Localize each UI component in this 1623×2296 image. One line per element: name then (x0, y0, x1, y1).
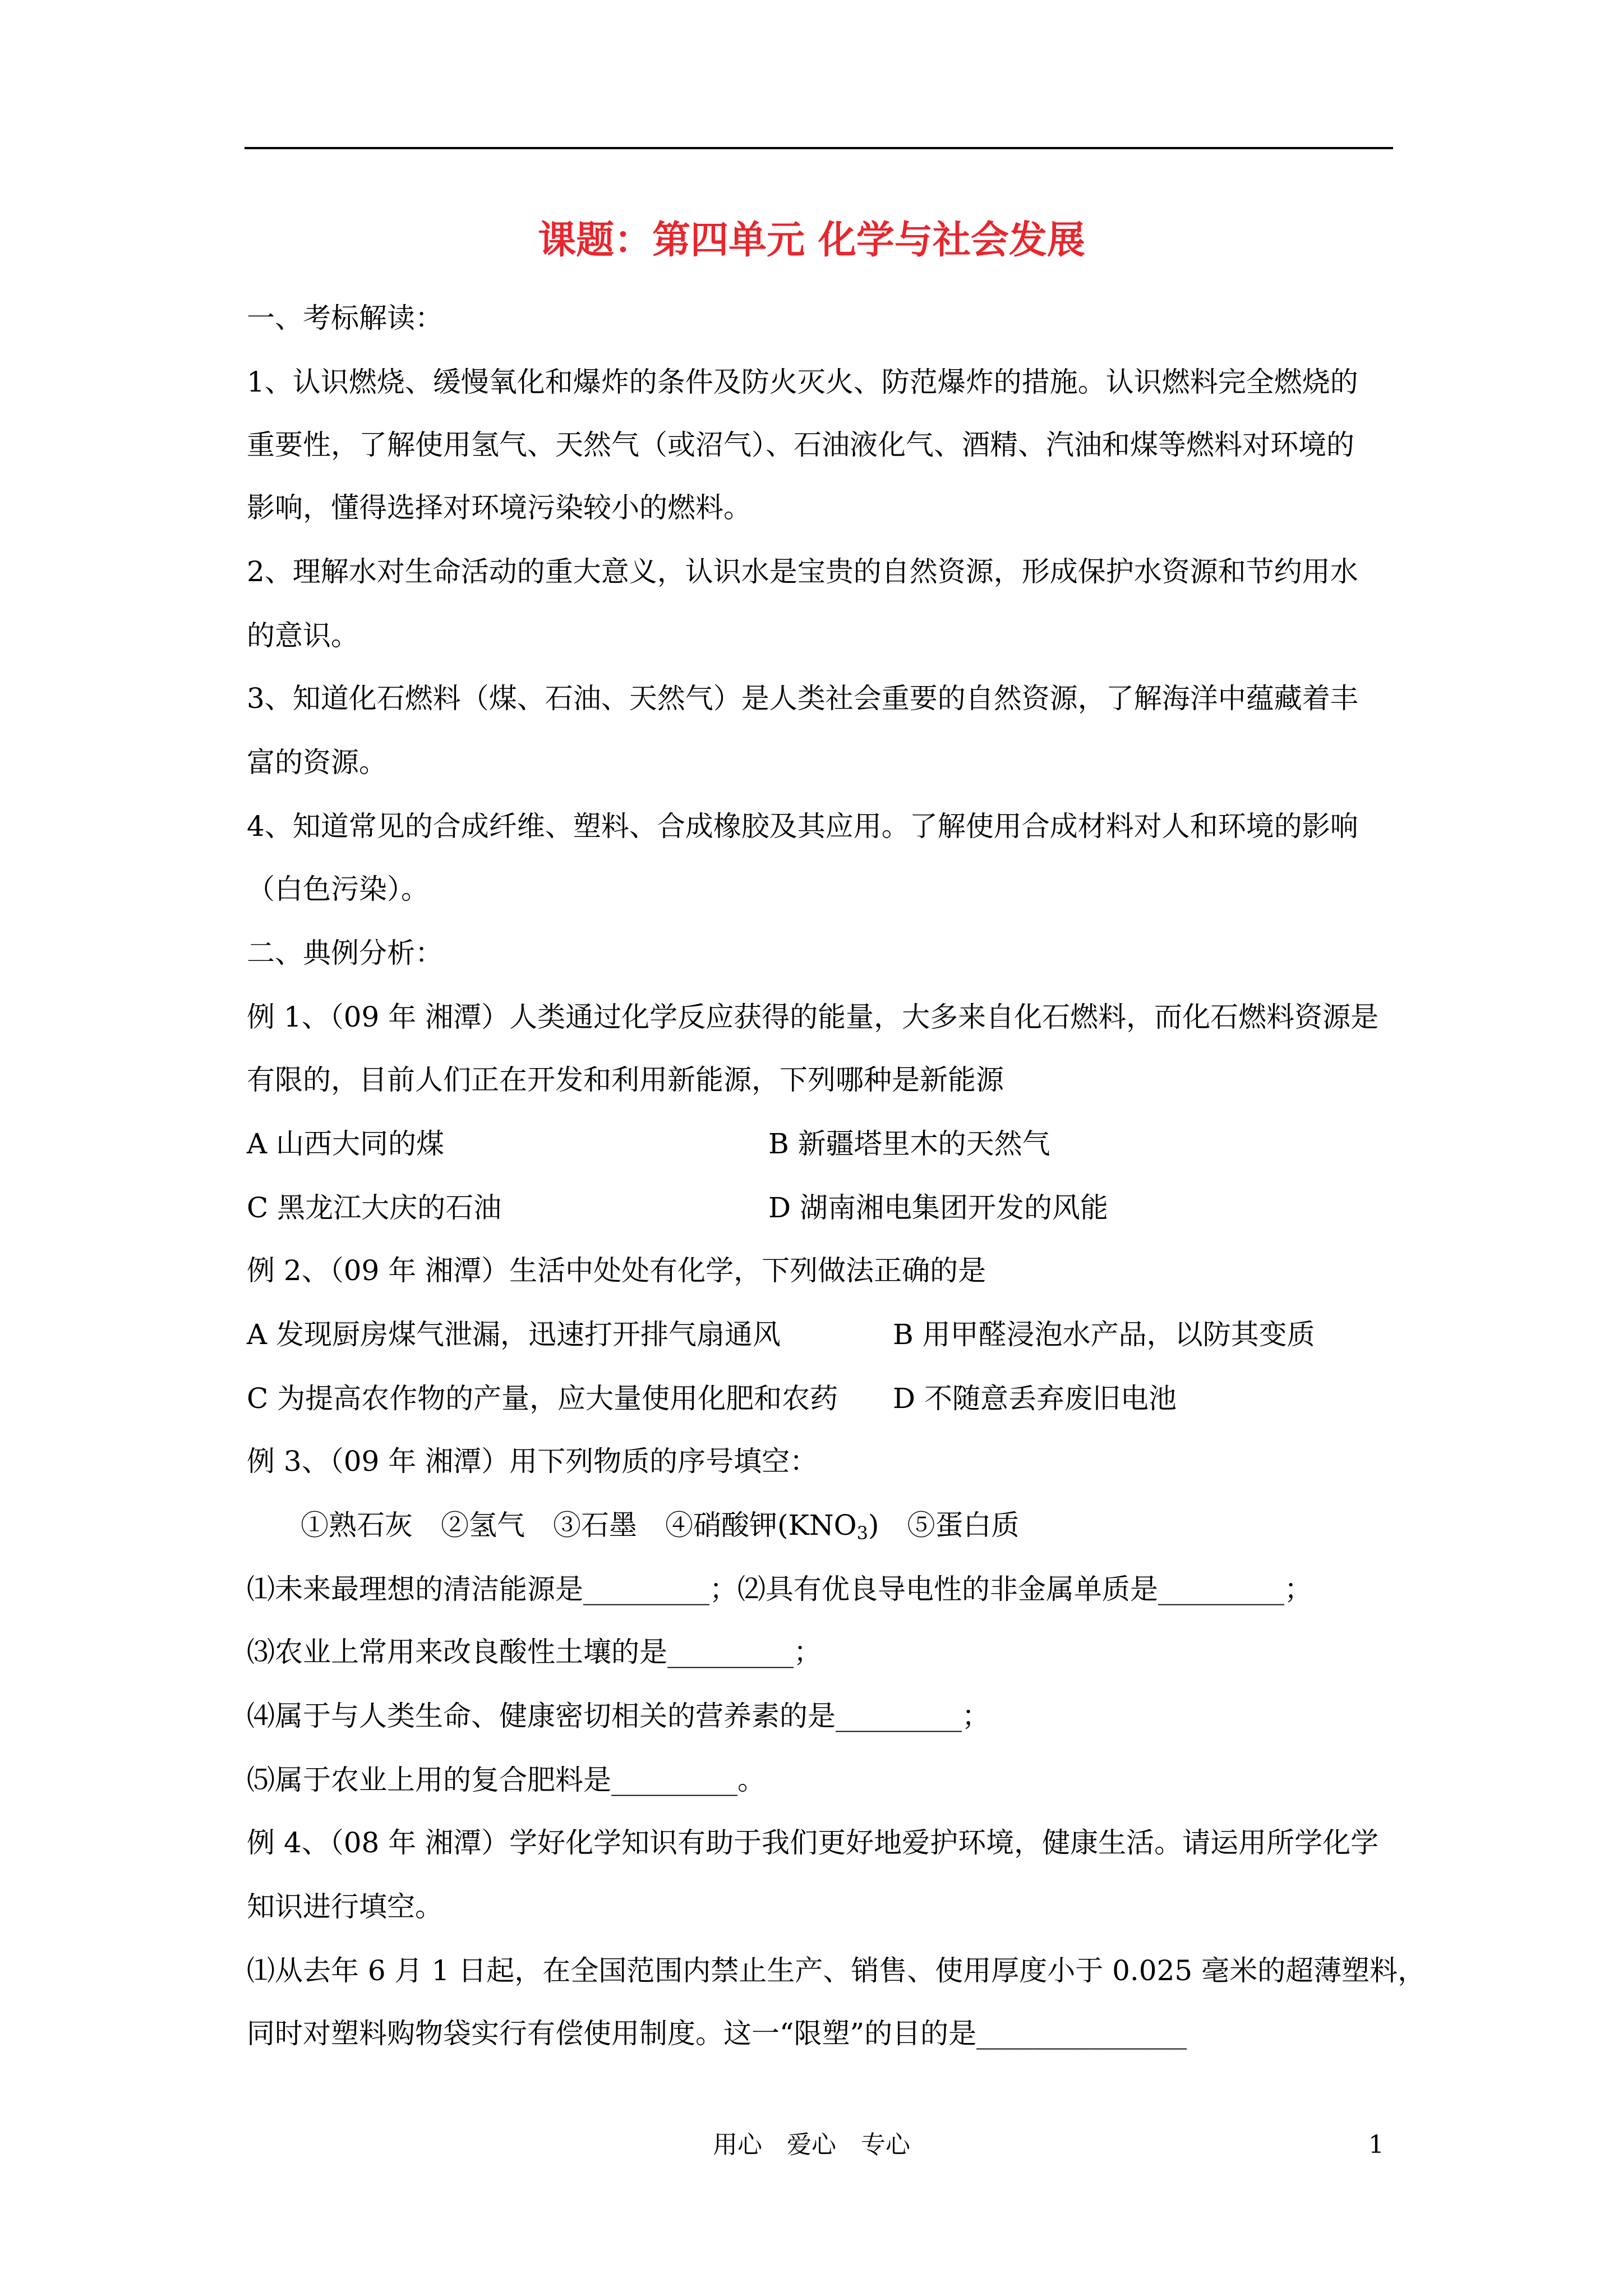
example-2-option-a: A 发现厨房煤气泄漏，迅速打开排气扇通风 (247, 1318, 781, 1351)
formula-subscript: 3 (856, 1522, 868, 1544)
example-3-question-4: ⑷属于与人类生命、健康密切相关的营养素的是_________； (247, 1700, 990, 1732)
standard-3-line-1: 3、知道化石燃料（煤、石油、天然气）是人类社会重要的自然资源，了解海洋中蕴藏着丰 (247, 682, 1358, 715)
substance-list-tail: ) ⑤蛋白质 (868, 1509, 1020, 1542)
substance-list-text: ①熟石灰 ②氢气 ③石墨 ④硝酸钾(KNO (301, 1509, 857, 1542)
example-2-option-d: D 不随意丢弃废旧电池 (893, 1382, 1177, 1415)
standard-4-line-1: 4、知道常见的合成纤维、塑料、合成橡胶及其应用。了解使用合成材料对人和环境的影响 (247, 810, 1358, 843)
example-3-question-5: ⑸属于农业上用的复合肥料是_________。 (247, 1764, 766, 1796)
example-1-stem-line-1: 例 1、（09 年 湘潭）人类通过化学反应获得的能量，大多来自化石燃料，而化石燃料资源是 (247, 1001, 1379, 1033)
standard-1-line-2: 重要性，了解使用氢气、天然气（或沼气）、石油液化气、酒精、汽油和煤等燃料对环境的 (247, 429, 1354, 461)
example-4-question-1-line-2: 同时对塑料购物袋实行有偿使用制度。这一“限塑”的目的是_______________ (247, 2017, 1187, 2050)
header-rule (245, 147, 1393, 149)
example-4-stem-line-1: 例 4、（08 年 湘潭）学好化学知识有助于我们更好地爱护环境，健康生活。请运用所学化学 (247, 1826, 1379, 1859)
example-3-substance-list (301, 1506, 1019, 1545)
example-1-option-c: C 黑龙江大庆的石油 (247, 1191, 502, 1224)
footer-motto: 用心 爱心 专心 (713, 2131, 910, 2159)
standard-2-line-2: 的意识。 (247, 619, 359, 652)
page-title: 课题：第四单元 化学与社会发展 (538, 218, 1085, 263)
standard-2-line-1: 2、理解水对生命活动的重大意义，认识水是宝贵的自然资源，形成保护水资源和节约用水 (247, 555, 1358, 588)
example-2-option-b: B 用甲醛浸泡水产品，以防其变质 (893, 1318, 1315, 1351)
example-1-option-a: A 山西大同的煤 (247, 1128, 445, 1160)
example-1-option-d: D 湖南湘电集团开发的风能 (768, 1191, 1108, 1224)
standard-1-line-1: 1、认识燃烧、缓慢氧化和爆炸的条件及防火灭火、防范爆炸的措施。认识燃料完全燃烧的 (247, 366, 1358, 398)
example-4-question-1-line-1: ⑴从去年 6 月 1 日起，在全国范围内禁止生产、销售、使用厚度小于 0.025 毫米的超薄塑料， (247, 1954, 1426, 1987)
section-heading-2: 二、典例分析： (247, 937, 443, 969)
section-heading-1: 一、考标解读： (247, 302, 443, 334)
example-1-option-b: B 新疆塔里木的天然气 (768, 1128, 1050, 1160)
example-3-question-1-2: ⑴未来最理想的清洁能源是_________；⑵具有优良导电性的非金属单质是_________； (247, 1573, 1312, 1605)
example-3-stem: 例 3、（09 年 湘潭）用下列物质的序号填空： (247, 1445, 818, 1478)
example-2-option-c: C 为提高农作物的产量，应大量使用化肥和农药 (247, 1382, 838, 1415)
standard-1-line-3: 影响，懂得选择对环境污染较小的燃料。 (247, 491, 751, 524)
page-number: 1 (1368, 2131, 1384, 2159)
example-3-question-3: ⑶农业上常用来改良酸性土壤的是_________； (247, 1636, 822, 1668)
standard-3-line-2: 富的资源。 (247, 746, 387, 779)
example-2-stem: 例 2、（09 年 湘潭）生活中处处有化学，下列做法正确的是 (247, 1254, 986, 1287)
example-4-stem-line-2: 知识进行填空。 (247, 1890, 443, 1923)
example-1-stem-line-2: 有限的，目前人们正在开发和利用新能源，下列哪种是新能源 (247, 1064, 1004, 1096)
standard-4-line-2: （白色污染）。 (247, 873, 429, 905)
